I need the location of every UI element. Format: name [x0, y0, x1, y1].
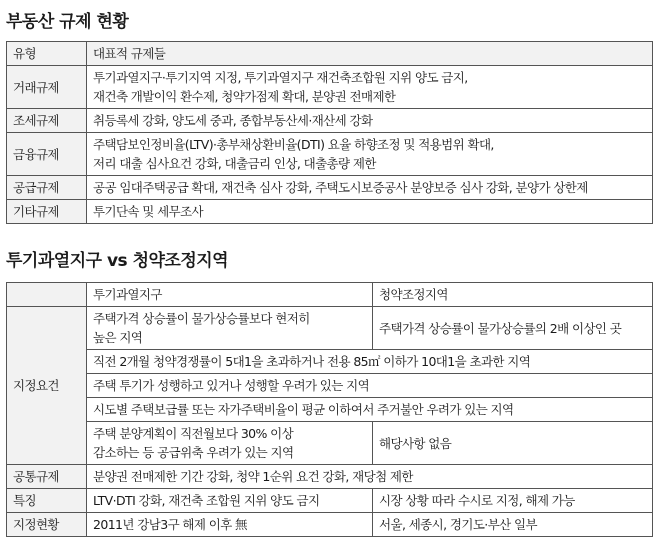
- section1-title: 부동산 규제 현황: [6, 12, 129, 32]
- status-right: 서울, 세종시, 경기도·부산 일부: [373, 513, 653, 537]
- common-text: 분양권 전매제한 기간 강화, 청약 1순위 요건 강화, 재당첨 제한: [87, 465, 653, 489]
- designation-label: 지정요건: [7, 307, 87, 465]
- row-type: 거래규제: [7, 66, 87, 109]
- table-row: [7, 133, 653, 176]
- cell-line: 주택 분양계획이 직전월보다 30% 이상: [93, 426, 294, 441]
- cell-line: 주택가격 상승률이 물가상승률보다 현저히: [93, 311, 310, 326]
- designation-r4: 시도별 주택보급률 또는 자가주택비율이 평균 이하여서 주거불안 우려가 있는 지역: [87, 398, 653, 422]
- table-row: [7, 422, 653, 465]
- header-col2: 청약조정지역: [373, 283, 653, 307]
- row-content: 투기단속 및 세무조사: [87, 200, 653, 224]
- row-content: [87, 66, 653, 109]
- status-label: 지정현황: [7, 513, 87, 537]
- row-type: 조세규제: [7, 109, 87, 133]
- common-label: 공통규제: [7, 465, 87, 489]
- row-type: 기타규제: [7, 200, 87, 224]
- regulation-table: [6, 41, 653, 224]
- table-header-row: [7, 283, 653, 307]
- feature-left: LTV·DTI 강화, 재건축 조합원 지위 양도 금지: [87, 489, 373, 513]
- row-line: 저리 대출 심사요건 강화, 대출금리 인상, 대출총량 제한: [93, 156, 376, 171]
- table-row: [7, 109, 653, 133]
- designation-r5-right: 해당사항 없음: [373, 422, 653, 465]
- table-row: [7, 465, 653, 489]
- designation-r1-right: 주택가격 상승률이 물가상승률의 2배 이상인 곳: [373, 307, 653, 350]
- cell-line: 감소하는 등 공급위축 우려가 있는 지역: [93, 445, 294, 460]
- designation-r1-left: [87, 307, 373, 350]
- table-row: [7, 350, 653, 374]
- designation-r3: 주택 투기가 성행하고 있거나 성행할 우려가 있는 지역: [87, 374, 653, 398]
- status-left: 2011년 강남3구 해제 이후 無: [87, 513, 373, 537]
- row-content: [87, 133, 653, 176]
- designation-r5-left: [87, 422, 373, 465]
- row-content: 공공 임대주택공급 확대, 재건축 심사 강화, 주택도시보증공사 분양보증 심사 강화, 분양가 상한제: [87, 176, 653, 200]
- row-line: 투기과열지구·투기지역 지정, 투기과열지구 재건축조합원 지위 양도 금지,: [93, 70, 468, 85]
- table-row: [7, 398, 653, 422]
- comparison-table: [6, 282, 653, 537]
- table-row: [7, 176, 653, 200]
- feature-label: 특징: [7, 489, 87, 513]
- table-row: [7, 307, 653, 350]
- feature-right: 시장 상황 따라 수시로 지정, 해제 가능: [373, 489, 653, 513]
- header-empty: [7, 283, 87, 307]
- row-type: 금융규제: [7, 133, 87, 176]
- row-line: 주택담보인정비율(LTV)·총부채상환비율(DTI) 요율 하향조정 및 적용범위 확대,: [93, 137, 494, 152]
- designation-r2: 직전 2개월 청약경쟁률이 5대1을 초과하거나 전용 85㎡ 이하가 10대1을 초과한 지역: [87, 350, 653, 374]
- row-content: 취등록세 강화, 양도세 중과, 종합부동산세·재산세 강화: [87, 109, 653, 133]
- table-header-row: [7, 42, 653, 66]
- table-row: [7, 513, 653, 537]
- table-row: [7, 374, 653, 398]
- header-regulations: 대표적 규제들: [87, 42, 653, 66]
- cell-line: 높은 지역: [93, 330, 143, 345]
- row-type: 공급규제: [7, 176, 87, 200]
- section2-title: 투기과열지구 vs 청약조정지역: [6, 251, 229, 271]
- row-line: 재건축 개발이익 환수제, 청약가점제 확대, 분양권 전매제한: [93, 89, 396, 104]
- table-row: [7, 489, 653, 513]
- header-col1: 투기과열지구: [87, 283, 373, 307]
- table-row: [7, 66, 653, 109]
- header-type: 유형: [7, 42, 87, 66]
- table-row: [7, 200, 653, 224]
